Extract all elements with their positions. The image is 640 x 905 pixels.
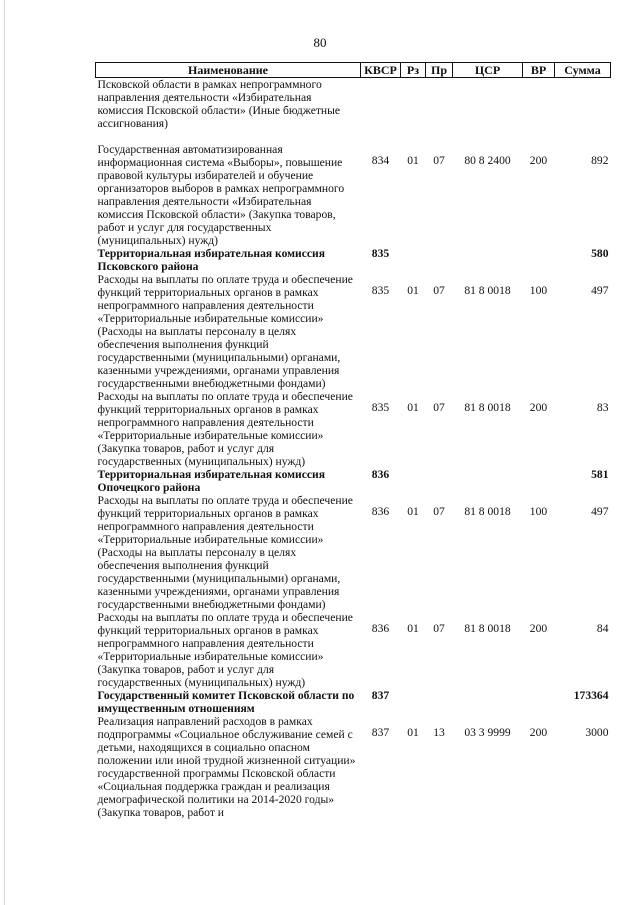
row-kvsr-cell: 837 [371, 725, 390, 739]
header-kvsr: КВСР [361, 63, 401, 78]
row-kvsr-cell: 835 [371, 283, 390, 297]
row-sum-cell: 173364 [573, 688, 609, 702]
row-csr-cell: 80 8 2400 [464, 153, 511, 167]
row-name-cell: Государственная автоматизированная информационная система «Выборы», повышение правовой культуры избирателей и обучение организаторов выборов в рамках непрограммного направления деятельности «Избирательная комиссия Псковской области» (Закупка товаров, работ и услуг для государственных (муниципальных) нужд) [97, 142, 345, 247]
row-name-cell: Расходы на выплаты по оплате труда и обеспечение функций территориальных органов в рамках непрограммного направления деятельности «Территориальные избирательные комиссии» (Расходы на выплаты персоналу в целях обеспечения выполнения функций государственными (муниципальными) органами, казенными учреждениями, органами управления государственными внебюджетными фондами) [97, 493, 353, 611]
row-pr-cell [426, 247, 453, 273]
row-rz-cell [401, 468, 426, 494]
row-vr-cell: 200 [529, 725, 548, 739]
row-kvsr-cell: 835 [371, 246, 390, 260]
row-kvsr-cell: 837 [371, 688, 390, 702]
header-name: Наименование [96, 63, 361, 78]
table-row [96, 494, 611, 611]
table-row [96, 78, 611, 143]
table-row [96, 689, 611, 715]
row-pr-cell: 13 [433, 725, 445, 739]
row-kvsr-cell: 834 [371, 153, 390, 167]
row-sum-cell: 497 [591, 283, 609, 297]
row-name-cell: Территориальная избирательная комиссия Опочецкого района [97, 467, 325, 494]
header-rz: Рз [401, 63, 426, 78]
row-sum-cell [555, 78, 611, 143]
row-csr-cell: 81 8 0018 [464, 504, 511, 518]
row-vr-cell: 100 [529, 504, 548, 518]
table-row [96, 715, 611, 832]
row-vr-cell: 200 [529, 621, 548, 635]
row-sum-cell: 83 [596, 400, 609, 414]
row-rz-cell [401, 78, 426, 143]
row-name-cell: Расходы на выплаты по оплате труда и обеспечение функций территориальных органов в рамках непрограммного направления деятельности «Территориальные избирательные комиссии» (Закупка товаров, работ и услуг для государственных (муниципальных) нужд) [97, 389, 353, 468]
row-csr-cell [453, 468, 523, 494]
row-kvsr-cell: 836 [371, 467, 390, 481]
row-rz-cell: 01 [407, 283, 419, 297]
table-row [96, 468, 611, 494]
row-name-cell: Расходы на выплаты по оплате труда и обеспечение функций территориальных органов в рамках непрограммного направления деятельности «Территориальные избирательные комиссии» (Расходы на выплаты персоналу в целях обеспечения выполнения функций государственными (муниципальными) органами, казенными учреждениями, органами управления государственными внебюджетными фондами) [97, 272, 353, 390]
row-name-cell: Расходы на выплаты по оплате труда и обеспечение функций территориальных органов в рамках непрограммного направления деятельности «Территориальные избирательные комиссии» (Закупка товаров, работ и услуг для государственных (муниципальных) нужд) [97, 610, 353, 689]
header-vr: ВР [523, 63, 555, 78]
page-number: 80 [313, 35, 327, 50]
row-pr-cell: 07 [433, 504, 445, 518]
row-csr-cell: 03 3 9999 [464, 725, 511, 739]
table-row [96, 273, 611, 390]
row-sum-cell: 84 [596, 621, 609, 635]
row-vr-cell [523, 247, 555, 273]
row-pr-cell: 07 [433, 283, 445, 297]
row-vr-cell: 100 [529, 283, 548, 297]
row-pr-cell: 07 [433, 621, 445, 635]
row-name-cell: Государственный комитет Псковской области по имущественным отношениям [97, 688, 355, 715]
table-row [96, 143, 611, 247]
row-sum-cell: 3000 [585, 725, 609, 739]
row-name-cell: Псковской области в рамках непрограммного направления деятельности «Избирательная комиссия Псковской области» (Иные бюджетные ассигнования) [97, 78, 341, 130]
header-sum: Сумма [555, 63, 611, 78]
row-name-cell: Реализация направлений расходов в рамках подпрограммы «Социальное обслуживание семей с детьми, находящихся в социально опасном положении или иной трудной жизненной ситуации» государственной программы Псковской области «Социальная поддержка граждан и реализация демографической политики на 2014-2020 годы» (Закупка товаров, работ и [97, 714, 356, 819]
row-csr-cell: 81 8 0018 [464, 621, 511, 635]
row-rz-cell [401, 689, 426, 715]
budget-table [95, 62, 611, 832]
scan-margin-line [4, 0, 5, 905]
row-csr-cell [453, 247, 523, 273]
row-kvsr-cell: 835 [371, 400, 390, 414]
row-csr-cell: 81 8 0018 [464, 283, 511, 297]
table-header-row [96, 63, 611, 78]
row-name-cell: Территориальная избирательная комиссия Псковского района [97, 246, 325, 273]
row-vr-cell [523, 78, 555, 143]
row-vr-cell [523, 468, 555, 494]
row-csr-cell: 81 8 0018 [464, 400, 511, 414]
row-kvsr-cell: 836 [371, 504, 390, 518]
table-row [96, 611, 611, 689]
row-rz-cell: 01 [407, 153, 419, 167]
row-rz-cell: 01 [407, 621, 419, 635]
row-vr-cell: 200 [529, 153, 548, 167]
row-rz-cell [401, 247, 426, 273]
row-sum-cell: 581 [591, 467, 609, 481]
row-pr-cell [426, 78, 453, 143]
row-sum-cell: 497 [591, 504, 609, 518]
row-rz-cell: 01 [407, 504, 419, 518]
row-pr-cell [426, 468, 453, 494]
header-csr: ЦСР [453, 63, 523, 78]
table-row [96, 247, 611, 273]
row-vr-cell: 200 [529, 400, 548, 414]
row-pr-cell [426, 689, 453, 715]
row-csr-cell [453, 78, 523, 143]
row-vr-cell [523, 689, 555, 715]
row-pr-cell: 07 [433, 400, 445, 414]
row-kvsr-cell [361, 78, 401, 143]
row-sum-cell: 892 [591, 153, 609, 167]
row-kvsr-cell: 836 [371, 621, 390, 635]
header-pr: Пр [426, 63, 453, 78]
row-rz-cell: 01 [407, 400, 419, 414]
row-sum-cell: 580 [591, 246, 609, 260]
row-csr-cell [453, 689, 523, 715]
row-rz-cell: 01 [407, 725, 419, 739]
row-pr-cell: 07 [433, 153, 445, 167]
table-row [96, 390, 611, 468]
